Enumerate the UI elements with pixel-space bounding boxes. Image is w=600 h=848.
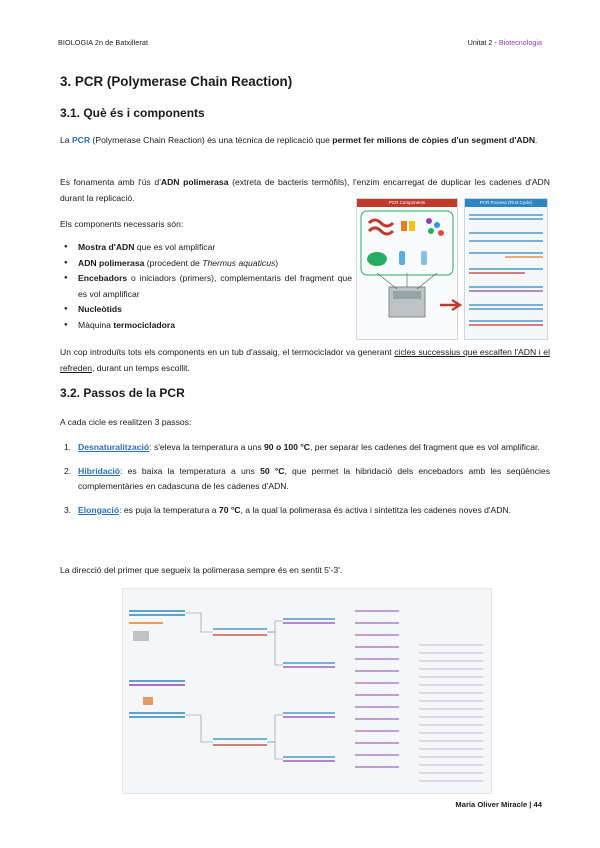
subsection-title-2: 3.2. Passos de la PCR	[60, 386, 185, 400]
footer: Maria Oliver Miracle | 44	[455, 800, 542, 809]
bold-text: Mostra d'ADN	[78, 242, 135, 252]
list-item	[62, 302, 352, 318]
text: : es baixa la temperatura a uns	[120, 465, 261, 476]
pcr-cycles-illustration	[123, 589, 491, 793]
text: (procedent de	[144, 257, 203, 268]
header-unit-prefix: Unitat 2 -	[467, 38, 499, 47]
italic-text: Thermus aquaticus	[202, 257, 276, 268]
text: Màquina	[78, 319, 114, 330]
components-illustration	[357, 207, 457, 339]
steps-intro: A cada cicle es realitzen 3 passos:	[60, 417, 192, 427]
process-panel	[464, 198, 548, 340]
components-panel-title: PCR Components	[357, 199, 457, 207]
bold-text: 90 o 100 °C	[264, 442, 310, 452]
text: , durant un temps escollit.	[92, 362, 190, 373]
text: La	[60, 135, 72, 145]
bold-text: termocicladora	[113, 319, 175, 330]
text: Es fonamenta amb l'ús d'	[60, 177, 161, 187]
subsection-title-1: 3.1. Què és i components	[60, 106, 205, 120]
cycles-paragraph	[60, 345, 550, 376]
components-list	[62, 240, 352, 333]
header-unit-topic: Biotecnologia	[498, 38, 542, 47]
step-title: Elongació	[78, 504, 120, 515]
list-item	[62, 464, 550, 495]
text: .	[535, 135, 538, 145]
list-item	[62, 256, 352, 272]
step-number: 2.	[64, 465, 72, 476]
components-panel	[356, 198, 458, 340]
text: o iniciadors (primers), complementaris del fragment que es vol amplificar	[78, 273, 352, 299]
bold-text: permet fer milions de còpies d'un segment d'ADN	[332, 135, 536, 145]
list-item	[62, 240, 352, 256]
text: , que permet la hibridació dels encebadors amb les seqüències complementàries en cadascuna de les cadenes d'ADN.	[78, 465, 551, 491]
bold-text: ADN polimerasa	[160, 177, 229, 187]
pcr-term: PCR	[71, 135, 91, 145]
text: (Polymerase Chain Reaction) és una tècnica de replicació que	[90, 135, 333, 145]
bold-text: 70 °C	[218, 504, 241, 515]
text: , per separar les cadenes del fragment que es vol amplificar.	[309, 442, 540, 452]
bold-text: ADN polimerasa	[78, 257, 145, 268]
step-title: Hibridació	[78, 465, 121, 476]
header-course: BIOLOGIA 2n de Batxillerat	[58, 38, 149, 47]
text: (extreta de bacteris termòfils), l'enzim encarregat de duplicar les cadenes d'ADN durant la replicació.	[60, 177, 550, 203]
header-unit	[468, 38, 542, 47]
footer-author: Maria Oliver Miracle	[455, 800, 528, 809]
direction-paragraph: La direcció del primer que segueix la polimerasa sempre és en sentit 5'-3'.	[60, 565, 343, 575]
text: Un cop introduïts tots els components en un tub d'assaig, el termociclador va generant	[60, 347, 395, 357]
pcr-components-figure	[356, 198, 548, 340]
page-number: 44	[533, 800, 542, 809]
components-intro: Els components necessaris són:	[60, 219, 184, 229]
list-item	[62, 440, 550, 456]
list-item	[62, 271, 352, 302]
steps-list	[62, 440, 550, 526]
step-title: Desnaturalització	[78, 442, 150, 452]
list-item	[62, 503, 550, 519]
text: que es vol amplificar	[134, 242, 216, 252]
list-item	[62, 318, 352, 334]
intro-paragraph-1	[60, 133, 550, 149]
arrow-icon	[440, 298, 466, 312]
bold-text: 50 °C	[260, 465, 285, 476]
step-number: 3.	[64, 504, 72, 515]
text: )	[275, 257, 279, 268]
bold-text: Encebadors	[78, 273, 128, 283]
process-illustration	[465, 207, 547, 339]
process-panel-title: PCR Process (First Cycle)	[465, 199, 547, 207]
text: : es puja la temperatura a	[119, 504, 219, 515]
text: , a la qual la polimerasa és activa i sintetitza les cadenes noves d'ADN.	[240, 504, 512, 515]
step-number: 1.	[64, 442, 72, 452]
text: : s'eleva la temperatura a uns	[149, 442, 265, 452]
section-title: 3. PCR (Polymerase Chain Reaction)	[60, 74, 293, 89]
bold-text: Nucleòtids	[78, 304, 122, 314]
underlined-text: cicles successius que escalfen l'ADN i el refreden	[60, 347, 550, 373]
pcr-cycles-figure	[122, 588, 492, 794]
